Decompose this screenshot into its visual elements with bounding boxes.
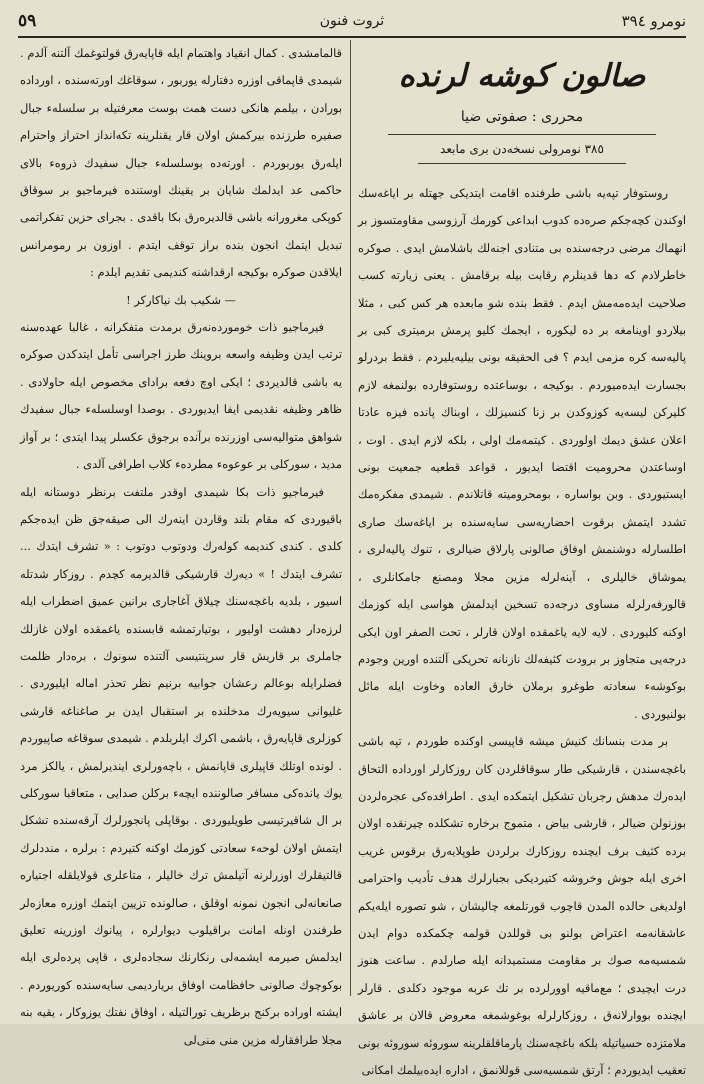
magazine-name: ثروت فنون xyxy=(319,13,385,29)
page-number: ٥٩ xyxy=(18,11,37,31)
left-column xyxy=(20,40,342,1047)
paragraph: قالمامشدی . كمال انقیاد واهتمام ایله قاپایه‌رق قولتوغمك آلتنه آلدم . شیمدی قاپماقی اوزره دفتارله یوربور ، سوقاغك اورته‌سنده ، اورداده بورادن ، بیلمم هانكی دست همت بوست معرفتیله بر سلسله‌ء جبال صفیره طرزنده بیركمش اولان قار یقنلرینه تكه‌انداز احتراز واحترام ایله‌رق یوربوردم . اورته‌ده بوسلسله‌ء جبال سفیدك ذروه‌ء بالای حاكمی عد ایدلمك شایان بر یقینك اوستنده فیرماجیو بر سوقاق كوپكی مغرورانه باشی قالدیره‌رق بكا باقدی . بجرای حزین تفكراتمی تبدیل ایتمك انجون بنده براز توقف ایتدم . اوزون بر رمومرانس ایلاقدن صوكره بوكیجه ارقداشنه كندیمی تقدیم ایلدم : xyxy=(20,46,342,280)
continuation-note: ٣٨٥ نومرولی نسخه‌دن بری مابعد xyxy=(440,142,604,156)
paragraph: بر مدت بنسانك كنیش میشه قاپیسی اوكنده طوردم ، تپه باشی باغچه‌سندن ، قارشیكی طار سوقاقلردن كان روزكارلر اورداده التحاق ایده‌رك مدهش رجربان تشكیل ایتمكده ایدی . اطرافده‌كی عجره‌لردن بوزنولن ضیالر ، قارشی بیاض ، متموج برخاره تشكلده چیرنقده اولان برده كثیف برف ایچنده روزكارك برلردن طوپلایه‌رق برقوس غریب اخری ایله جوش وخروشه كتیردیكی بجبارلرك هدف تأدیب واحترامی اولدیغی حالده المدن قاچوب قورتلمغه چالیشان ، شو تصوره ایله‌یكم عاشقانه‌مه اعتراض بولنو بی قوللدن قولمه چكمكده دوام ایدن شمسیه‌مه صوك بر مقاومت مستمیدانه ایله صارلدم . ساعت هنوز درت ایچیدی ؛ مع‌ماقیه اوورلرده بر تك عربه موجود دكلدی . قارلر ایچنده بووارلانه‌ق ، روزكارلرله بوغوشمغه معروض قالان بر عاشق ملامتزده حسیاتیله بلكه باغچه‌سنك پارماقلقلرینه سوروئه سوروئه بونی تعقیب ایدیوردم ؛ آرتق شمسیه‌سی قوللانمق ، اداره ایده‌بیلمك امكانی xyxy=(358,734,686,1077)
paragraph: فیرماجیو ذات بكا شیمدی اوقدر ملتفت برنظر دوستانه ایله باقیوردی كه مقام بلند وقاردن اینه‌رك الی صیقه‌جق ظن ایده‌جكم كلدی . كندی كندیمه كوله‌رك ودوتوب دوتوب : « تشرف ایتدك ... تشرف ایتدك ! » دیه‌رك قارشیكی قالدیرمه كچدم . روزكار شدتله اسیور ، بلدیه باغچه‌سنك چیلاق آغاجاری برانین عمیق اضطراب ایله لرزه‌دار دهشت اولیور ، بوتیارتمشه قابسنده یاغمقده اولان غازلك جاملری بر قاریش قار سرپنتیسی آلتنده سونوك ، بره‌دار ظلمت فضلرایله بوعالم رعشان جوابیه برنیم نظر تحذر اماله ایلیوردی . غلیوانی سیویه‌رك مدخلنده بر استقبال ایدن بر صاغناغه قارشی كوزلری قاپایه‌رق ، باشمی اكرك ایلربلدم . شیمدی سوقاغه صاپیوردم . لونده اوتلك قاپیلری قاپانمش ، باچه‌ورلری اینديرلمش ، یالكز مرد یوك یانده‌كی مسافر صالوننده ایچه‌ء بركلن صدایی ، متعاقبا سوركلی بر ال شاقیرتیسی طویلیوردی . بوقاپلی پانجورلرك آرقه‌سنده تشكل ایتمش اولان لوحه‌ء سعادتی كوزمك اوكنه كتیردم : برلره ، منددلرك قالتیقلرك اوزرلرنه آتیلمش ترك خالیلر ، متاعلری قولایلقله اجتیاره صانعانه‌لی انجون نمونه اوقلق ، صالونده تزیین ایتمك اوزره معازه‌لر طرفندن اونله امانت براقیلوب دیوارلره ، پیانوك اوزرینه تعلیق ایدلمش صیرمه ایشمه‌لی رنكارنك سجاده‌لری ، قاپی پرده‌لری ایله بوكوچوك صالونی حافظامت اوفاق بریاردیمی سایه‌سنده كوریوردم . ایشته اوراده بركنج برظریف تورالتیله ، اوفاق نفتك یوزوكار ، یقیه بنه مجلا طرافقارله مزین منی منی‌لی xyxy=(20,484,342,1047)
article-author: محرری : صفوتی ضیا xyxy=(460,109,584,125)
header-rule xyxy=(18,36,686,38)
issue-number: نومرو ٣٩٤ xyxy=(621,12,686,30)
paragraph: فیرماجیو ذات خومورده‌نه‌رق برمدت متفكرانه ، غالبا عهده‌سنه ترتب ایدن وظیفه واسعه بروینك طرز اجراسی تأمل ایتدكدن صوكره یه باشی قالدیردی ؛ ایكی اوچ دفعه برادای مخصوص ایله حاولادی . ظاهر وظیفه نقدیمی ایفا ایدیوردی . بوصدا اوسلسله‌ء جبال سفیدك شواهق متوالیه‌سی اوزرنده برآنده برجوق عكسلر پیدا ایتدی ؛ بر آواز مدید ، سوركلی بر عوعوه‌ء مطرده‌ء كلاب اطرافی آلدی . xyxy=(20,320,342,472)
article-masthead xyxy=(358,44,686,180)
subnote-rule xyxy=(418,163,626,164)
column-divider xyxy=(350,40,351,996)
page-header xyxy=(18,8,686,34)
article-title: صالون كوشه لرنده xyxy=(398,58,646,94)
right-column xyxy=(358,180,686,1077)
dialogue-line: — شكیب بك نیاكاركر ! xyxy=(126,292,236,307)
paragraph: روستوفار تپه‌یه باشی طرفنده اقامت ایتدیکی جهتله بر ایاغه‌سك اوكندن كچه‌جكم صره‌ده كدوب ابداعی كورمك آرزوسی مقاومتسوز بر انهماك مرضی درجه‌سنده بی متنادی اجنه‌لك باشلامش ایدی . صوكره خاطرلادم كه دها قدینلرم رقابت بیله برقامش . یعنی زیارته كسب صلاحیت ایده‌مه‌مش ایدم . فقط بنده شو مابعده هر كس كبی ، مثلا بیلاردو اوینامغه بر ده لیكوره ، ایجمك كلیو پرمش برمیتری كبی بر پالیه‌سه كره مزمی ایدم ؟ فی الحقیقه بونی بیلیه‌یلیردم . فقط بردرلو بجسارت ایده‌میوردم . بوكیجه ، بوساعتده روستوفارده بولنمغه لازم كلیركن لیسه‌یه كوزوكدن بر زنا كنسیزلك ، اوبناك پانده فیزه عادتا اعلان عشق دیمك اولوردی . كیتمه‌مك اولی ، بلكه لازم ایدی . اوت ، اوساعتدن محرومیت اقتضا ایدیور ، قواعد قطعیه جمعیت بونی ایستیوردی . وبن بواساره ، بومحرومیته قاتلاندم . شیمدی مفكره‌مك تشدد ایتمش برقوت احضاریه‌سی سایه‌سنده بر ایاغه‌سك صاری اطلسارله دوشنمش اوفاق صالونی پارلاق ضیالری ، تنوك پالیه‌لری ، یموشاق خالیلری ، آینه‌لرله مزین مجلا ومصنع جامكانلری ، قالورفه‌رلرله مساوی درجه‌ده تسخین ایدلمش هواسی ایله كوزمك اوكنه كلیوردی . لایه لایه یاغمقده اولان قارلر ، تحت الصفر اون ایكی درجه‌یی متجاوز بر برودت كثیفه‌لك نازنانه تحریكی آلتنده اورین وجودم بوكوشه‌ء سعادته طوغرو برملان خارق العاده وخاوت ایله مائل بولنیوردی . xyxy=(358,186,686,721)
